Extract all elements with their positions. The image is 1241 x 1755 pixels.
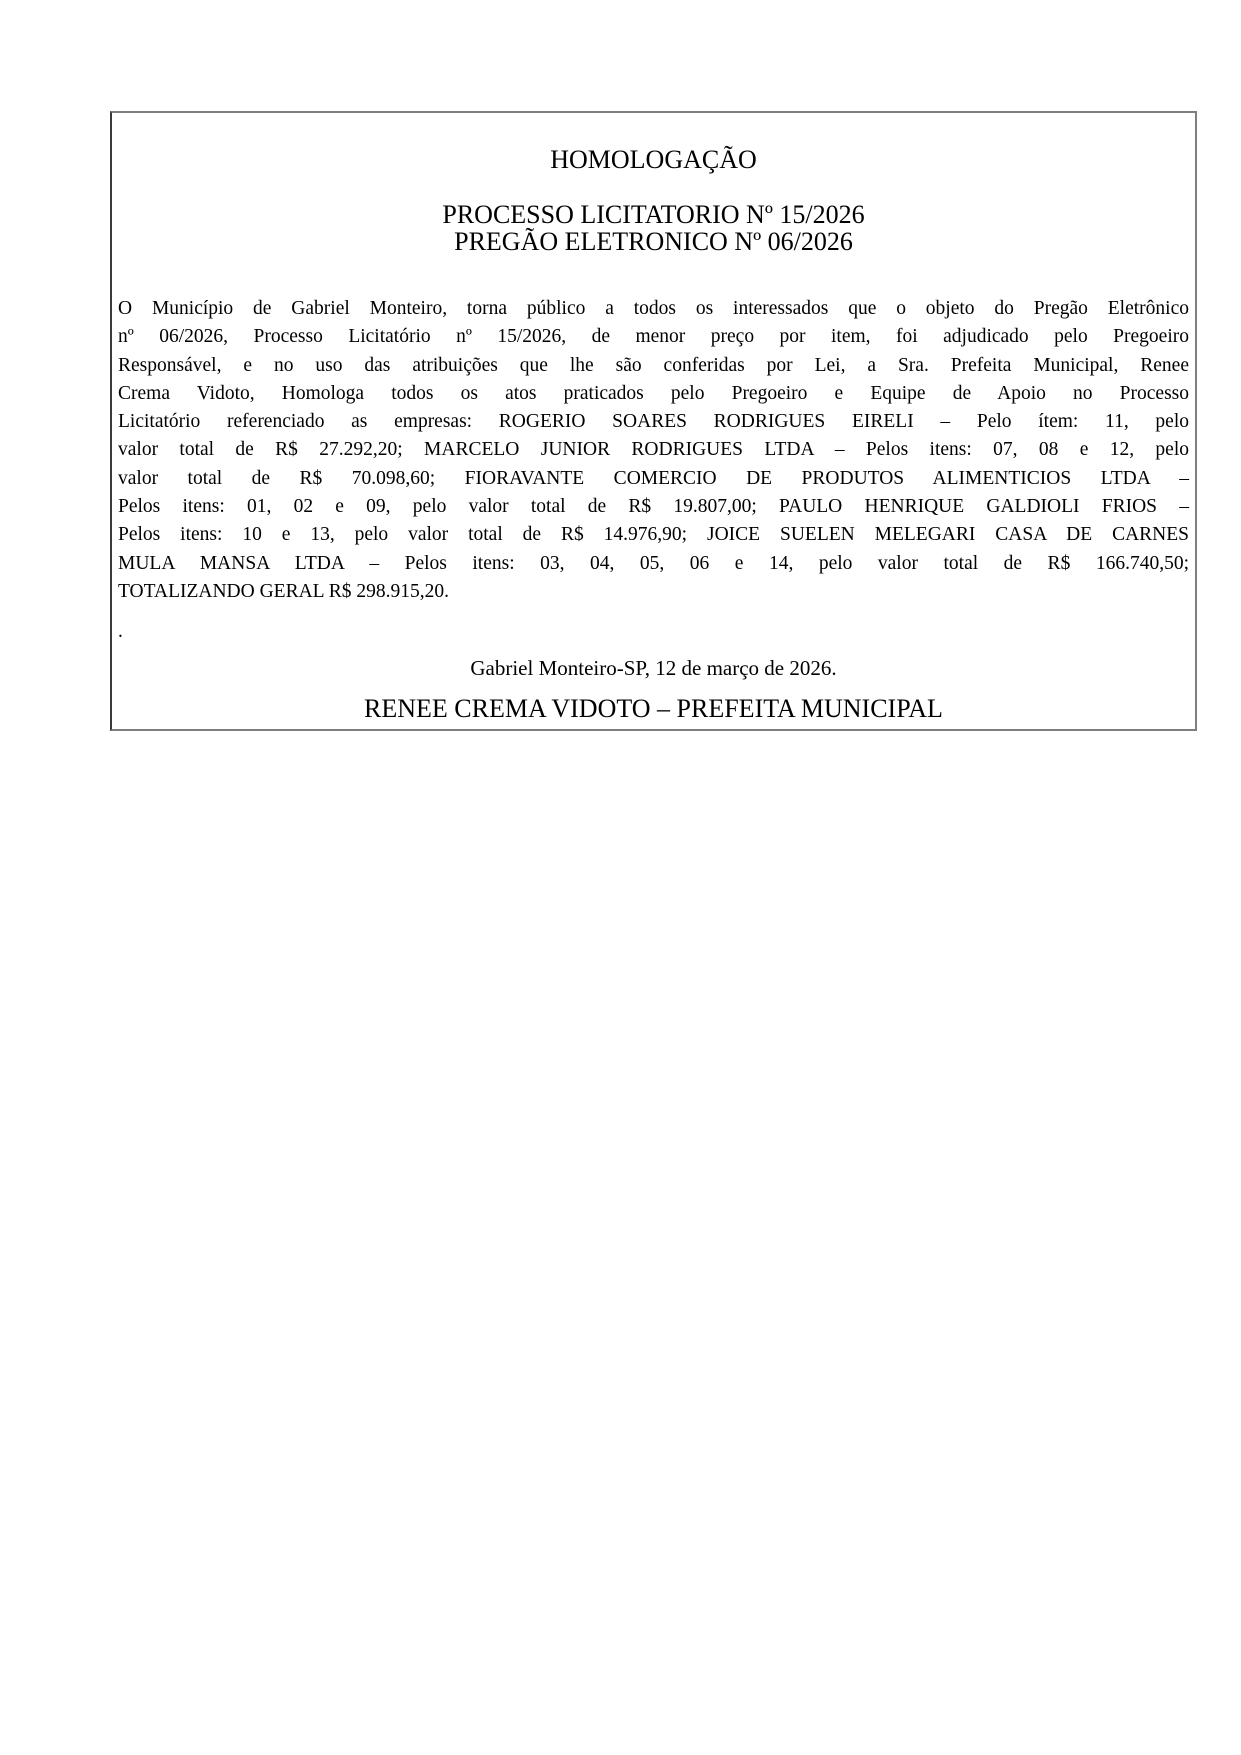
auction-number-line: PREGÃO ELETRONICO Nº 06/2026 [454,227,853,256]
notice-body [118,295,1189,606]
body-line: MULA MANSA LTDA – Pelos itens: 03, 04, 05, 06 e 14, pelo valor total de R$ 166.740,50; [118,552,1189,574]
body-line: O Município de Gabriel Monteiro, torna público a todos os interessados que o objeto do Pregão Eletrônico [118,298,1189,319]
body-line-total: TOTALIZANDO GERAL R$ 298.915,20. [118,580,449,602]
body-line: Pelos itens: 01, 02 e 09, pelo valor total de R$ 19.807,00; PAULO HENRIQUE GALDIOLI FRIOS – [118,496,1189,518]
body-line: nº 06/2026, Processo Licitatório nº 15/2026, de menor preço por item, foi adjudicado pelo Pregoeiro [118,326,1189,348]
body-line: Responsável, e no uso das atribuições que lhe são conferidas por Lei, a Sra. Prefeita Municipal, Renee [118,354,1189,376]
body-line: Pelos itens: 10 e 13, pelo valor total de R$ 14.976,90; JOICE SUELEN MELEGARI CASA DE CARNES [118,524,1189,546]
process-heading [118,201,1189,255]
body-line: valor total de R$ 70.098,60; FIORAVANTE COMERCIO DE PRODUTOS ALIMENTICIOS LTDA – [118,467,1189,489]
body-line: Licitatório referenciado as empresas: ROGERIO SOARES RODRIGUES EIRELI – Pelo ítem: 11, pelo [118,411,1189,433]
stray-period: . [118,621,123,643]
process-number-line: PROCESSO LICITATORIO Nº 15/2026 [442,200,865,229]
body-line: Crema Vidoto, Homologa todos os atos praticados pelo Pregoeiro e Equipe de Apoio no Processo [118,382,1189,404]
document-title: HOMOLOGAÇÃO [550,145,757,174]
notice-border-box [110,111,1197,731]
date-line: Gabriel Monteiro-SP, 12 de março de 2026. [470,656,837,681]
signature-line: RENEE CREMA VIDOTO – PREFEITA MUNICIPAL [364,694,943,724]
body-line: valor total de R$ 27.292,20; MARCELO JUNIOR RODRIGUES LTDA – Pelos itens: 07, 08 e 12, pelo [118,439,1189,461]
